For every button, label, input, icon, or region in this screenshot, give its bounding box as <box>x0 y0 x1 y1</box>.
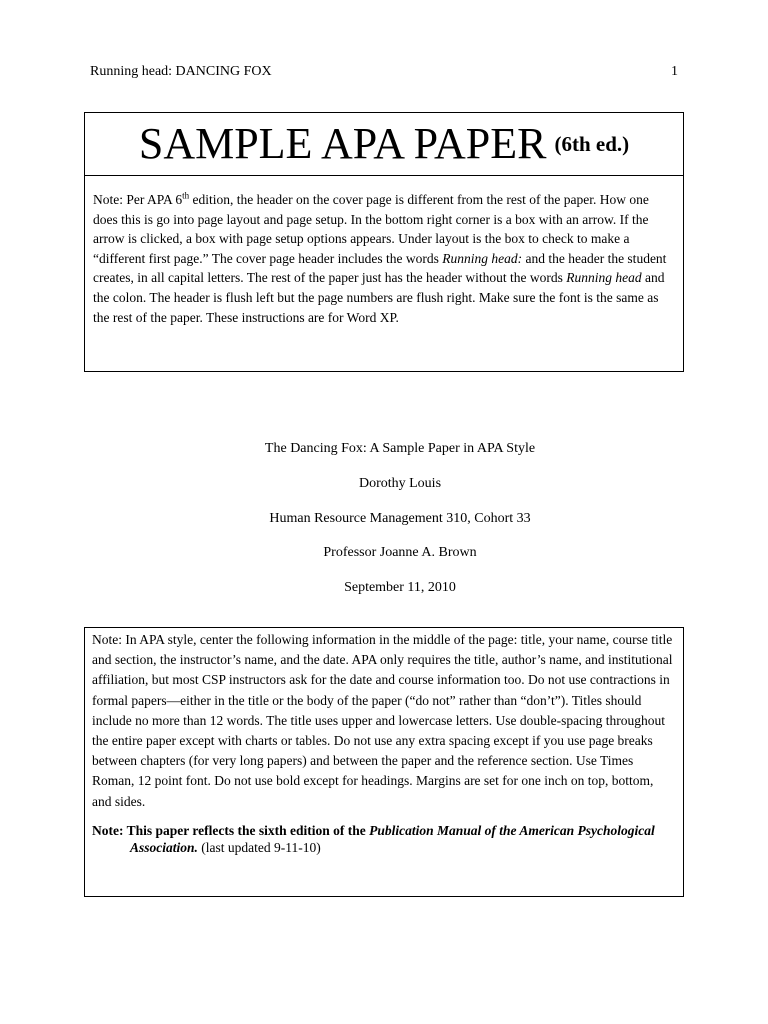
title-box <box>84 112 684 372</box>
running-head: Running head: DANCING FOX <box>90 64 272 79</box>
note-italic-2: Running head <box>566 270 642 286</box>
edition-note-updated: (last updated 9-11-10) <box>197 840 321 856</box>
paper-heading: SAMPLE APA PAPER <box>138 119 547 168</box>
note-text-1: Note: Per APA 6 <box>93 192 183 207</box>
edition-note-manual-title: Publication Manual of the American Psychological Association. <box>130 822 655 856</box>
note-text-3: and the header the student creates, in all capital letters. The rest of the paper just has the header without the words <box>93 250 667 286</box>
page-number: 1 <box>671 64 678 79</box>
instructor-name: Professor Joanne A. Brown <box>323 545 477 560</box>
edition-note-bold: Note: This paper reflects the sixth edition of the <box>92 822 370 838</box>
paper-date: September 11, 2010 <box>344 580 456 595</box>
note-italic-1: Running head: <box>442 250 523 266</box>
header-instructions-note <box>85 176 683 327</box>
apa-info-box <box>84 627 684 897</box>
title-row <box>85 113 683 176</box>
edition-note <box>92 822 675 857</box>
note-superscript: th <box>182 190 190 201</box>
note-text-4: and the colon. The header is flush left but the page numbers are flush right. Make sure the font is the same as the rest of the paper. These instructions are for Word XP. <box>93 270 665 325</box>
edition-label: (6th ed.) <box>554 131 630 156</box>
course-info: Human Resource Management 310, Cohort 33 <box>269 511 531 526</box>
apa-style-note: Note: In APA style, center the following information in the middle of the page: title, your name, course title and section, the instructor’s name, and the date. APA only requires the title, author’s name, and institutional affiliation, but most CSP instructors ask for the date and course information too. Do not use contractions in formal papers—either in the title or the body of the paper (“do not” rather than “don’t”). Titles should include no more than 12 words. The title uses upper and lowercase letters. Use double-spacing throughout the entire paper except with charts or tables. Do not use any extra spacing except if you use page breaks between chapters (for very long papers) and between the paper and the reference section. Use Times Roman, 12 point font. Do not use bold except for headings. Margins are set for one inch on top, bottom, and sides. <box>92 632 673 809</box>
paper-title: The Dancing Fox: A Sample Paper in APA Style <box>264 441 536 456</box>
note-text-2: edition, the header on the cover page is different from the rest of the paper. How one does this is go into page layout and page setup. In the bottom right corner is a box with an arrow. If the arrow is clicked, a box with page setup options appears. Under layout is the box to check to make a “different first page.” The cover page header includes the words <box>93 192 649 266</box>
author-name: Dorothy Louis <box>358 476 442 491</box>
